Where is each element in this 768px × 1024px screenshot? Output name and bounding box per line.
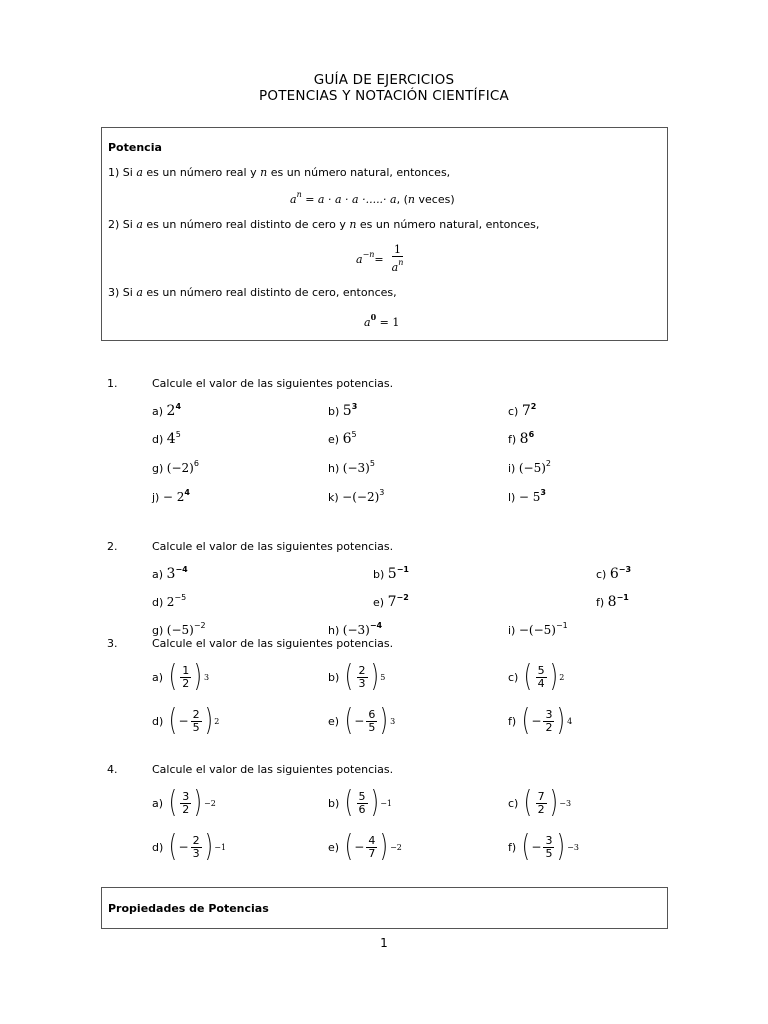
definition-box bbox=[101, 127, 668, 341]
exercise-1-prompt: Calcule el valor de las siguientes potencias. bbox=[152, 377, 394, 390]
ex3-item-d: d) ( − $\frac{2}{5}$ ) 2 bbox=[152, 703, 220, 738]
ex4-item-d: d) ( − $\frac{2}{3}$ ) −1 bbox=[152, 829, 227, 864]
page-title-line2: POTENCIAS Y NOTACIÓN CIENTÍFICA bbox=[259, 88, 509, 104]
ex3-item-c: c) ( $\frac{5}{4}$ ) 2 bbox=[508, 659, 565, 694]
ex1-item-k: $k) -(-2)^3$ bbox=[328, 488, 385, 504]
ex1-item-f: f) $8^6$ bbox=[508, 430, 535, 447]
ex1-item-e: e) $6^5$ bbox=[328, 430, 357, 447]
definition-rule-2: 2) Si a es un número real distinto de cero y n es un número natural, entonces, bbox=[108, 218, 540, 231]
ex1-item-l: $l) - 5^3$ bbox=[508, 488, 546, 504]
ex1-item-b: b) $5^3$ bbox=[328, 402, 358, 419]
ex2-item-b: b) $5^{-1}$ bbox=[373, 565, 409, 582]
exercise-2-prompt: Calcule el valor de las siguientes potencias. bbox=[152, 540, 394, 553]
ex2-item-g: g) $(-5)^{-2}$ bbox=[152, 621, 206, 637]
ex3-item-b: b) ( $\frac{2}{3}$ ) 5 bbox=[328, 659, 386, 694]
exercise-4-prompt: Calcule el valor de las siguientes potencias. bbox=[152, 763, 394, 776]
ex1-item-i: i) $(-5)^2$ bbox=[508, 459, 552, 475]
definition-heading: Potencia bbox=[108, 141, 162, 154]
ex1-item-h: h) $(-3)^5$ bbox=[328, 459, 375, 475]
properties-heading: Propiedades de Potencias bbox=[108, 902, 269, 915]
definition-rule-3: 3) Si a es un número real distinto de cero, entonces, bbox=[108, 286, 397, 299]
page-title-line1: GUÍA DE EJERCICIOS bbox=[313, 72, 455, 88]
ex3-item-f: f) ( − $\frac{3}{2}$ ) 4 bbox=[508, 703, 573, 738]
definition-rule-1: 1) Si a es un número real y n es un número natural, entonces, bbox=[108, 166, 451, 179]
ex4-item-c: c) ( $\frac{7}{2}$ ) −3 bbox=[508, 785, 572, 820]
ex2-item-d: d) $2^{-5}$ bbox=[152, 593, 187, 609]
ex1-item-j: $j) - 2^4$ bbox=[152, 488, 190, 504]
ex1-item-c: c) $7^2$ bbox=[508, 402, 537, 419]
ex2-item-h: h) $(-3)^{-4}$ bbox=[328, 621, 383, 637]
ex2-item-i: $i) -(-5)^{-1}$ bbox=[508, 621, 568, 637]
ex1-item-a: a) $2^4$ bbox=[152, 402, 182, 419]
ex2-item-a: a) $3^{-4}$ bbox=[152, 565, 188, 582]
formula-zero-exponent: $a^0 = 1$ bbox=[364, 312, 400, 329]
exercise-1-number: 1. bbox=[107, 377, 118, 390]
ex4-item-f: f) ( − $\frac{3}{5}$ ) −3 bbox=[508, 829, 579, 864]
ex1-item-g: g) $(-2)^6$ bbox=[152, 459, 199, 475]
exercise-3-number: 3. bbox=[107, 637, 118, 650]
ex4-item-a: a) ( $\frac{3}{2}$ ) −2 bbox=[152, 785, 216, 820]
ex2-item-c: c) $6^{-3}$ bbox=[596, 565, 632, 582]
ex4-item-b: b) ( $\frac{5}{6}$ ) −1 bbox=[328, 785, 393, 820]
ex2-item-e: e) $7^{-2}$ bbox=[373, 593, 409, 610]
ex2-item-f: f) $8^{-1}$ bbox=[596, 593, 629, 610]
exercise-4-number: 4. bbox=[107, 763, 118, 776]
exercise-2-number: 2. bbox=[107, 540, 118, 553]
ex4-item-e: e) ( − $\frac{4}{7}$ ) −2 bbox=[328, 829, 402, 864]
exercise-3-prompt: Calcule el valor de las siguientes potencias. bbox=[152, 637, 394, 650]
formula-power-definition: $a^n = a \cdot a \cdot a$ ·.....· a, (n veces) bbox=[290, 190, 455, 206]
ex3-item-a: a) ( $\frac{1}{2}$ ) 3 bbox=[152, 659, 210, 694]
formula-negative-exponent: a −n = $\frac{1}{a^n}$ bbox=[356, 243, 404, 274]
ex1-item-d: d) $4^5$ bbox=[152, 430, 181, 447]
page-number: 1 bbox=[380, 936, 388, 950]
ex3-item-e: e) ( − $\frac{6}{5}$ ) 3 bbox=[328, 703, 396, 738]
